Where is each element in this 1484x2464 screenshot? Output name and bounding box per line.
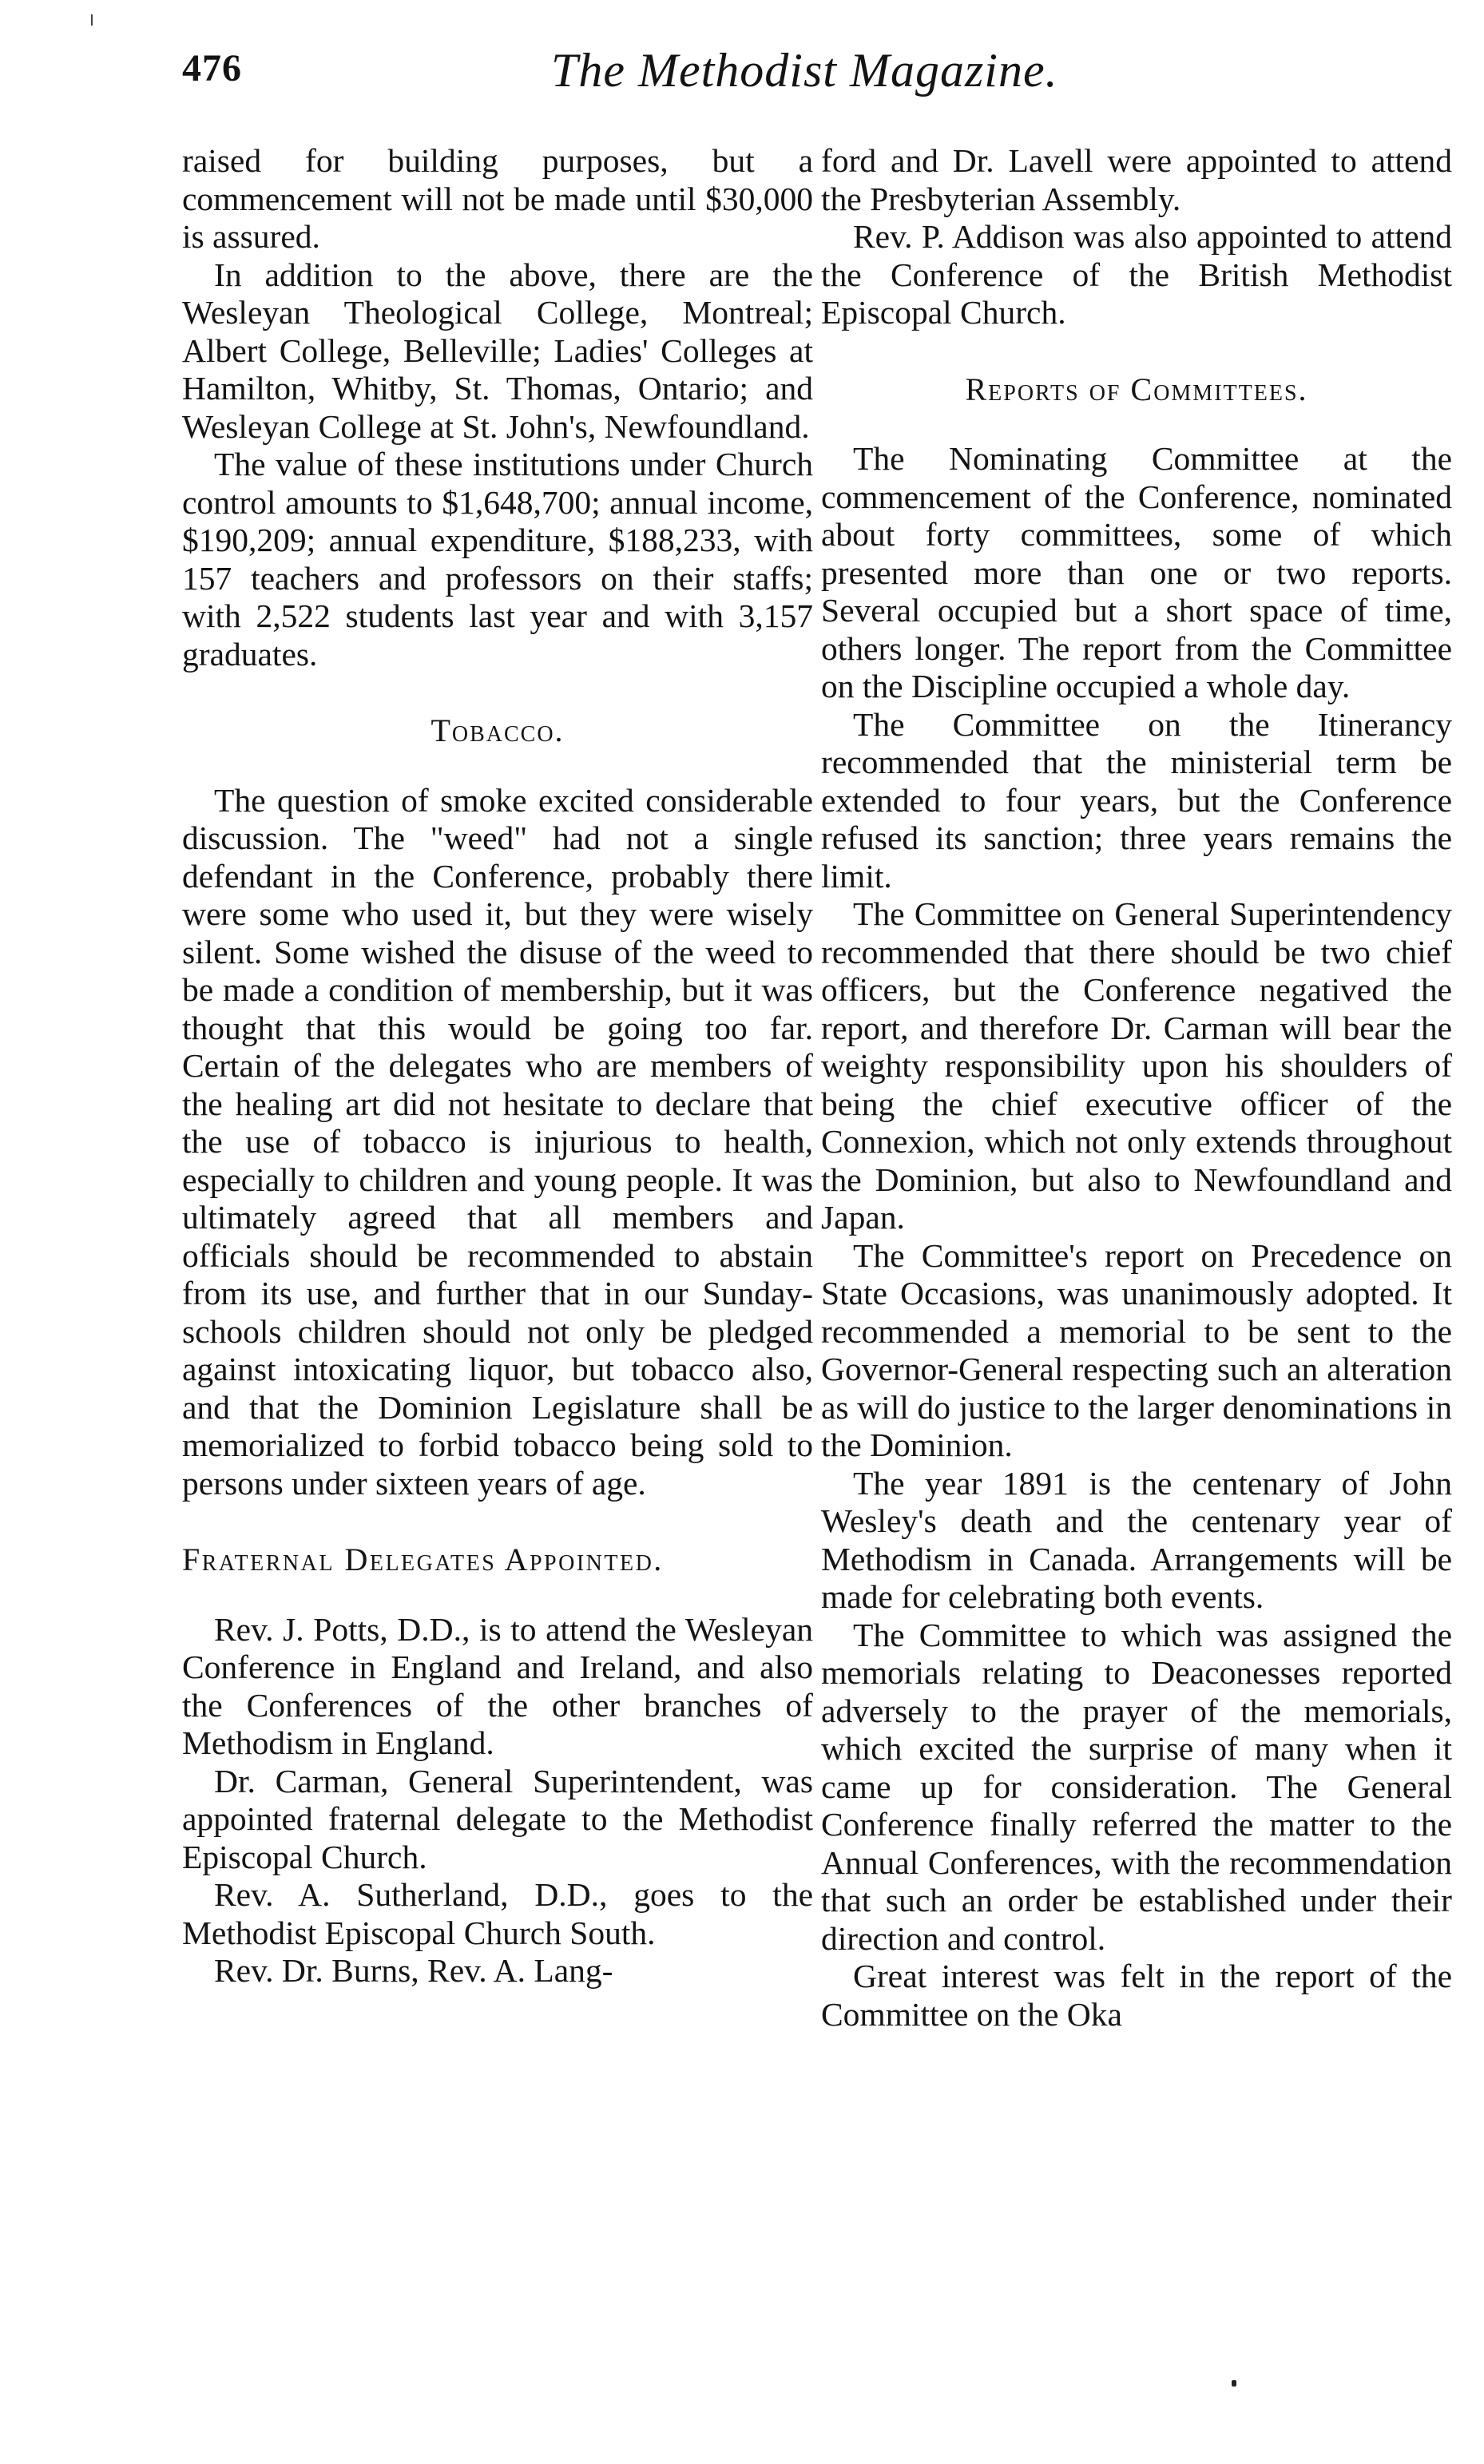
paragraph: The Committee on the Itinerancy recommended that the ministerial term be extended to four years, but the Conference refused its sanction; three years remains the limit. — [821, 705, 1452, 895]
section-heading-reports: Reports of Committees. — [965, 371, 1308, 407]
paragraph: ford and Dr. Lavell were appointed to attend the Presbyterian Assembly. — [821, 142, 1452, 217]
paragraph: The Committee on General Superintendency recommended that there should be two chief officers, but the Conference negatived the report, and therefore Dr. Carman will bear the weighty responsibility upon his shoulders of being the chief executive officer of the Connexion, which not only extends throughout the Dominion, but also to Newfoundland and Japan. — [821, 895, 1452, 1236]
page-header — [176, 46, 1436, 110]
paragraph: The value of these institutions under Church control amounts to $1,648,700; annual income, $190,209; annual expenditure, $188,233, with 157 teachers and professors on their staffs; with 2,522 students last year and with 3,157 graduates. — [182, 446, 813, 673]
paragraph: Rev. P. Addison was also appointed to attend the Conference of the British Methodist Episcopal Church. — [821, 218, 1452, 331]
paragraph: Rev. Dr. Burns, Rev. A. Lang- — [214, 1952, 613, 1989]
ink-speck — [1232, 2380, 1236, 2387]
section-heading-tobacco: Tobacco. — [431, 712, 565, 748]
paragraph: The Nominating Committee at the commencement of the Conference, nominated about forty committees, some of which presented more than one or two reports. Several occupied but a short space of time, others longer. The report from the Committee on the Discipline occupied a whole day. — [821, 440, 1452, 704]
paragraph: In addition to the above, there are the Wesleyan Theological College, Montreal; Albert College, Belleville; Ladies' Colleges at Hamilton, Whitby, St. Thomas, Ontario; and Wesleyan College at St. John's, Newfoundland. — [182, 256, 813, 445]
paragraph: The Committee to which was assigned the memorials relating to Deaconesses reported adversely to the prayer of the memorials, which excited the surprise of many when it came up for consideration. The General Conference finally referred the matter to the Annual Conferences, with the recommendation that such an order be established under their direction and control. — [821, 1616, 1452, 1957]
paragraph: The Committee's report on Precedence on State Occasions, was unanimously adopted. It recommended a memorial to be sent to the Governor-General respecting such an alteration as will do justice to the larger denominations in the Dominion. — [821, 1236, 1452, 1463]
scan-mark — [91, 14, 93, 26]
paragraph: Great interest was felt in the report of the Committee on the Oka — [821, 1958, 1452, 2033]
paragraph: The question of smoke excited considerable discussion. The "weed" had not a single defendant in the Conference, probably there were some who used it, but they were wisely silent. Some wished the disuse of the weed to be made a condition of membership, but it was thought that this would be going too far. Certain of the delegates who are members of the healing art did not hesitate to declare that the use of tobacco is injurious to health, especially to children and young people. It was ultimately agreed that all members and officials should be recommended to abstain from its use, and further that in our Sunday-schools children should not only be pledged against intoxicating liquor, but tobacco also, and that the Dominion Legislature shall be memorialized to forbid tobacco being sold to persons under sixteen years of age. — [182, 781, 813, 1502]
paragraph: Rev. A. Sutherland, D.D., goes to the Methodist Episcopal Church South. — [182, 1876, 813, 1951]
right-column — [821, 142, 1452, 2033]
paragraph: Rev. J. Potts, D.D., is to attend the Wesleyan Conference in England and Ireland, and also the Conferences of the other branches of Methodism in England. — [182, 1610, 813, 1761]
left-column — [182, 142, 813, 1990]
section-heading-fraternal-delegates: Fraternal Delegates Appointed. — [182, 1541, 664, 1577]
paragraph: Dr. Carman, General Superintendent, was appointed fraternal delegate to the Methodist Episcopal Church. — [182, 1762, 813, 1875]
page-number: 476 — [182, 47, 242, 89]
paragraph: The year 1891 is the centenary of John Wesley's death and the centenary year of Methodism in Canada. Arrangements will be made for celebrating both events. — [821, 1464, 1452, 1615]
paragraph: raised for building purposes, but a commencement will not be made until $30,000 is assured. — [182, 142, 813, 255]
running-title: The Methodist Magazine. — [551, 44, 1058, 97]
